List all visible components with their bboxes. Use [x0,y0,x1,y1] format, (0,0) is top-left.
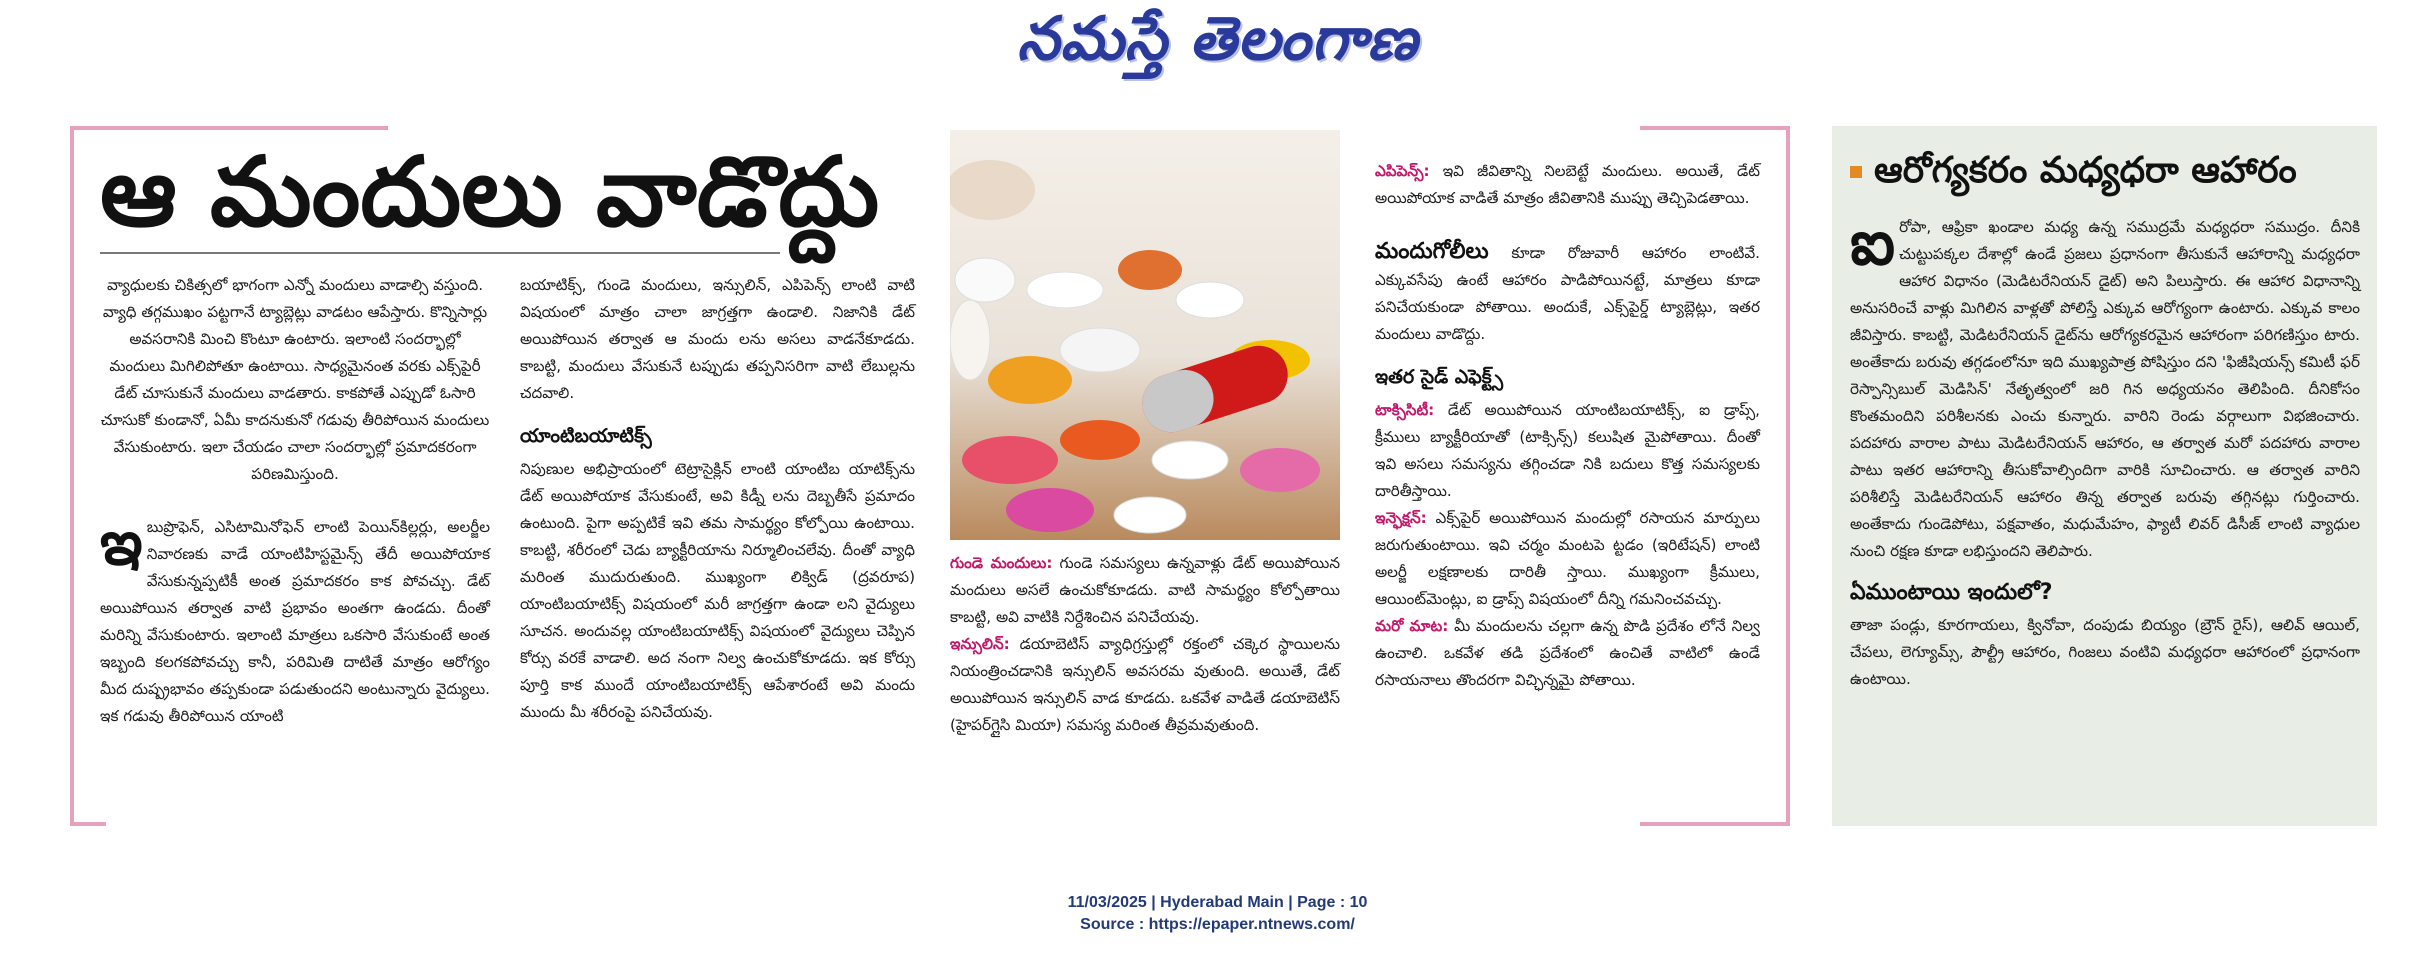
paragraph-text: బుప్రొఫెన్, ఎసిటామినోఫెన్ లాంటి పెయిన్‌కిల్లర్లు, అలర్జీల నివారణకు వాడే యాంటిహిస్టమైన్స్ తేదీ అయిపోయాక వేసుకున్నప్పటికీ అంత ప్రమాదకరం కాక పోవచ్చు. డేట్ అయిపోయిన తర్వాత వాటి ప్రభావం అంతగా ఉండదు. దీంతో మరిన్ని వేసుకుంటారు. ఇలాంటి మాత్రలు ఒకసారి వేసుకుంటే అంత ఇబ్బంది కలగకపోవచ్చు కానీ, పరిమితి దాటితే మాత్రం ఆరోగ్యం మీద దుష్ప్రభావం తప్పకుండా పడుతుందని అంటున్నారు వైద్యులు. ఇక గడువు తీరిపోయిన యాంటి [100,518,490,725]
sidebar-paragraph [1850,206,2360,565]
article-column-2 [520,272,915,726]
article-intro: వ్యాధులకు చికిత్సలో భాగంగా ఎన్నో మందులు వాడాల్సి వస్తుంది. వ్యాధి తగ్గముఖం పట్టగానే ట్యాబ్లెట్లు వాడటం ఆపేస్తారు. కొన్నిసార్లు అవసరానికి మించి కొంటూ ఉంటారు. ఇలాంటి సందర్భాల్లో మందులు మిగిలిపోతూ ఉంటాయి. సాధ్యమైనంత వరకు ఎక్స్‌పైరీ డేట్ చూసుకునే మందులు వాడతారు. కాకపోతే ఎప్పుడో ఓసారి చూసుకో కుండానో, ఏమీ కాదనుకునో గడువు తీరిపోయిన మందులు వేసుకుంటారు. ఇలా చేయడం చాలా సందర్భాల్లో ప్రమాదకరంగా పరిణమిస్తుంది. [100,276,490,483]
paragraph-text: డేట్ అయిపోయిన యాంటిబయాటిక్స్, ఐ డ్రాప్స్, క్రీములు బ్యాక్టీరియాతో (టాక్సిన్స్) కలుషిత మైపోతాయి. దీంతో ఇవి అసలు సమస్యను తగ్గించడా నికి బదులు కొత్త సమస్యలకు దారితీస్తాయి. [1375,401,1760,500]
lead-pills: మందుగోలీలు [1375,239,1489,264]
lead-toxicity: టాక్సిసిటీ: [1375,401,1435,419]
drop-cap: ఐ [1850,206,1896,279]
paragraph-text: డయాబెటిస్ వ్యాధిగ్రస్తుల్లో రక్తంలో చక్కెర స్థాయిలను నియంత్రించడానికి ఇన్సులిన్ అవసరమ వుతుంది. అయితే, డేట్ అయిపోయిన ఇన్సులిన్ వాడ కూడదు. ఒకవేళ వాడితే డయాబెటిస్ (హైపర్‌గ్లైసి మియా) సమస్య మరింత తీవ్రమవుతుంది. [950,635,1340,734]
paragraph-text: బయాటిక్స్, గుండె మందులు, ఇన్సులిన్, ఎపిపెన్స్ లాంటి వాటి విషయంలో మాత్రం చాలా జాగ్రత్తగా ఉండాలి. నిజానికి డేట్ అయిపోయిన తర్వాత ఆ మందు లను అసలు వాడనేకూడదు. కాబట్టి, మందులు వేసుకునే టప్పుడు తప్పనిసరిగా వాటి లేబుల్లను చదవాలి. [520,276,915,402]
pink-frame-left-side [70,126,74,826]
paragraph-pills [1375,238,1760,348]
edition-info: 11/03/2025 | Hyderabad Main | Page : 10 [1067,894,1368,911]
paragraph-infection [1375,505,1760,613]
paragraph-text: గుండె సమస్యలు ఉన్నవాళ్లు డేట్ అయిపోయిన మందులు అసలే ఉంచుకోకూడదు. వాటి సామర్థ్యం కోల్పోతాయి కాబట్టి, అవి వాటికి నిర్దేశించిన పనిచేయవు. [950,554,1340,626]
paragraph-text: నిపుణుల అభిప్రాయంలో టెట్రాసైక్లిన్ లాంటి యాంటిబ యాటిక్స్‌ను డేట్ అయిపోయాక వేసుకుంటే, అవి కిడ్నీ లను దెబ్బతీసే ప్రమాదం ఉంటుంది. పైగా అప్పటికే ఇవి తమ సామర్థ్యం కోల్పోయి ఉంటాయి. కాబట్టి, శరీరంలో చెడు బ్యాక్టీరియాను నిర్మూలించలేవు. దీంతో వ్యాధి మరింత ముదురుతుంది. ముఖ్యంగా లిక్విడ్ (ద్రవరూప) యాంటిబయాటిక్స్ విషయంలో మరీ జాగ్రత్తగా ఉండా లని వైద్యులు సూచన. అందువల్ల యాంటిబయాటిక్స్ విషయంలో వైద్యులు చెప్పిన కోర్సు వరకే వాడాలి. అద నంగా నిల్వ ఉంచుకోకూడదు. ఇక కోర్సు పూర్తి కాక ముందే యాంటిబయాటిక్స్ ఆపేశారంటే అవి మందు ముందు మీ శరీరంపై పనిచేయవు. [520,460,915,721]
article-column-3 [950,550,1340,739]
headline-rule [100,252,780,254]
pink-frame-left-top [70,126,388,130]
paragraph-text: మీ మందులను చల్లగా ఉన్న పొడి ప్రదేశం లోనే నిల్వ ఉంచాలి. ఒకవేళ తడి ప్రదేశంలో ఉంచితే వాటిలో ఉండే రసాయనాలు తొందరగా విచ్ఛిన్నమై పోతాయి. [1375,617,1760,689]
paragraph-text: రోపా, ఆఫ్రికా ఖండాల మధ్య ఉన్న సముద్రమే మధ్యధరా సముద్రం. దీనికి చుట్టుపక్కల దేశాల్లో ఉండే ప్రజలు ప్రధానంగా తీసుకునే ఆహారాన్ని మధ్యధరా ఆహార విధానం (మెడిటరేనియన్ డైట్) అని పిలుస్తారు. ఈ ఆహార విధానాన్ని అనుసరించే వాళ్లు మిగిలిన వాళ్లతో పోలిస్తే ఎక్కువ ఆరోగ్యంగా ఉంటారు. ఎక్కువ కాలం జీవిస్తారు. కాబట్టి, మెడిటరేనియన్ డైట్‌ను ఆరోగ్యకరమైన ఆహారంగా పరిగణిస్తుం టారు. అంతేకాదు బరువు తగ్గడంలోనూ ఇది ముఖ్యపాత్ర పోషిస్తుం దని 'ఫిజీషియన్స్ కమిటీ ఫర్ రెస్పాన్సిబుల్ మెడిసిన్' నేతృత్వంలో జరి గిన అధ్యయనం తెలిపింది. దీనికోసం కొంతమందిని పరిశీలనకు ఎంచు కున్నారు. వారిని రెండు వర్గాలుగా విభజించారు. పదహారు వారాల పాటు మెడిటరేనియన్ ఆహారం, ఆ తర్వాత మరో పదహారు వారాల పాటు ఇతర ఆహారాన్ని తీసుకోవాల్సిందిగా వారికి సూచించారు. ఆ తర్వాత వారిని పరిశీలిస్తే మెడిటరేనియన్ ఆహారం తిన్న తర్వాత బరువు తగ్గినట్లు గుర్తించారు. అంతేకాదు గుండెపోటు, పక్షవాతం, మధుమేహం, ఫ్యాటీ లివర్ డిసీజ్ లాంటి వ్యాధుల నుంచి రక్షణ కూడా లభిస్తుందని తెలిపారు. [1850,218,2360,560]
drop-cap: ఇ [100,506,143,579]
source-link[interactable]: Source : https://epaper.ntnews.com/ [1080,916,1355,933]
orange-square-icon [1850,166,1862,178]
paragraph-text: ఎక్స్‌పైర్ అయిపోయిన మందుల్లో రసాయన మార్పులు జరుగుతుంటాయి. ఇవి చర్మం మంటపె ట్టడం (ఇరిటేషన్) లాంటి అలర్జీ లక్షణాలకు దారితీ స్తాయి. ముఖ్యంగా క్రీములు, ఆయింట్‌మెంట్లు, ఐ డ్రాప్స్ విషయంలో దీన్ని గమనించవచ్చు. [1375,509,1760,608]
paragraph-text: తాజా పండ్లు, కూరగాయలు, క్వినోవా, దంపుడు బియ్యం (బ్రౌన్ రైస్), ఆలివ్ ఆయిల్, చేపలు, లెగ్యూమ్స్, పౌల్ట్రీ ఆహారం, గింజలు వంటివి మధ్యధరా ఆహారంలో ప్రధానంగా ఉంటాయి. [1850,616,2360,688]
article-paragraph [100,506,490,730]
lead-another-word: మరో మాట: [1375,617,1449,635]
pink-frame-right-top [1640,126,1790,130]
paragraph-heart-medicines [950,550,1340,631]
paragraph-toxicity [1375,397,1760,505]
article-column-4 [1375,158,1760,694]
sidebar-column [1850,206,2360,693]
paragraph-text: ఇవి జీవితాన్ని నిలబెట్టే మందులు. అయితే, డేట్ అయిపోయాక వాడితే మాత్రం జీవితానికి ముప్పు తెచ్చిపెడతాయి. [1375,162,1760,207]
newspaper-masthead: నమస్తే తెలంగాణ [1016,4,1419,74]
lead-infection: ఇన్ఫెక్షన్: [1375,509,1427,527]
sidebar-subheading: ఏముంటాయి ఇందులో? [1850,580,2053,605]
paragraph-epipens [1375,158,1760,212]
pills-photo [950,130,1340,540]
pink-frame-right-bottom [1640,822,1790,826]
paragraph-insulin [950,631,1340,739]
lead-insulin: ఇన్సులిన్: [950,635,1010,653]
lead-epipens: ఎపిపెన్స్: [1375,162,1430,180]
article-headline: ఆ మందులు వాడొద్దు [100,136,880,248]
paragraph-text: కూడా రోజువారీ ఆహారం లాంటివే. ఎక్కువసేపు ఉంటే ఆహారం పాడిపోయినట్టే, మాత్రలు కూడా పనిచేయకుండా పోతాయి. అందుకే, ఎక్స్‌పైర్డ్ ట్యాబ్లెట్లు, ఇతర మందులు వాడొద్దు. [1375,244,1760,343]
page-footer [0,892,2435,936]
article-column-1 [100,272,490,730]
pink-frame-right-side [1786,126,1790,826]
pills-illustration [950,130,1340,540]
sidebar-title-text: ఆరోగ్యకరం మధ్యధరా ఆహారం [1874,150,2297,191]
subheading-side-effects: ఇతర సైడ్ ఎఫెక్ట్స్ [1375,366,1503,388]
sidebar-title [1850,150,2297,200]
subheading-antibiotics: యాంటిబయాటిక్స్ [520,425,652,447]
pink-frame-left-bottom [70,822,106,826]
lead-heart-medicines: గుండె మందులు: [950,554,1053,572]
paragraph-another-word [1375,613,1760,694]
